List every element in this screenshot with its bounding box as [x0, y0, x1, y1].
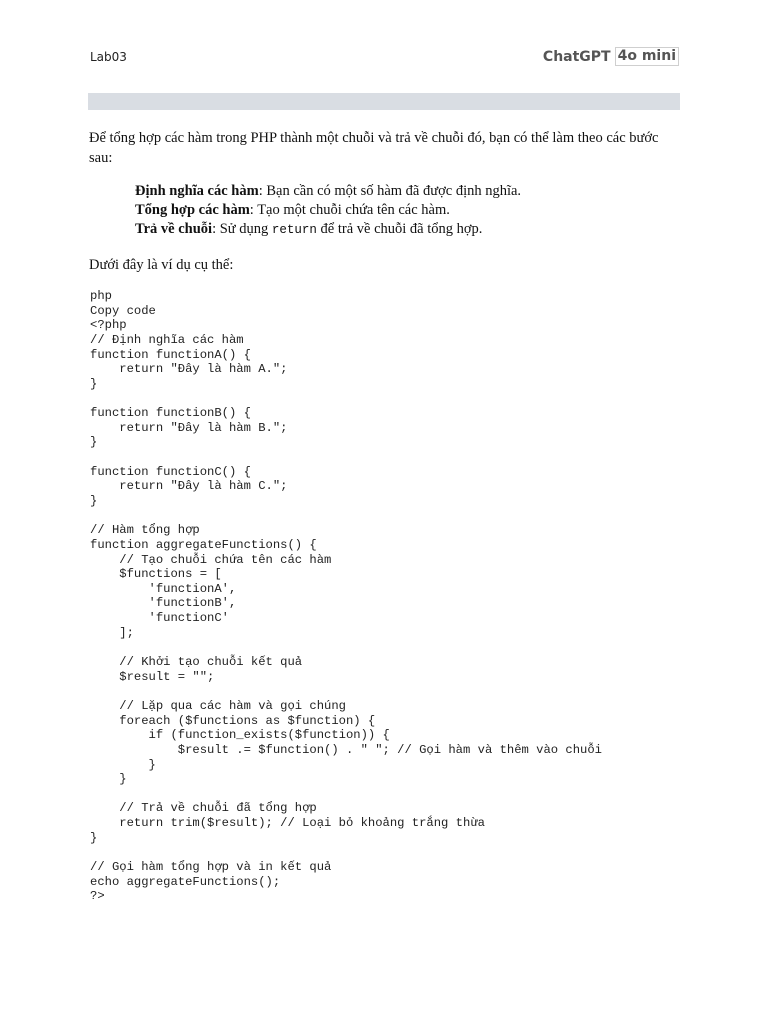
code-line [90, 845, 602, 860]
step-text: : Bạn cần có một số hàm đã được định nghĩa. [258, 183, 522, 199]
steps-list [135, 182, 680, 240]
code-line: } [90, 435, 98, 450]
code-line [90, 509, 602, 524]
step-title: Tổng hợp các hàm [135, 202, 250, 218]
code-line: $result .= $function() . " "; // Gọi hàm và thêm vào chuỗi [90, 742, 602, 757]
code-line: 'functionB', [90, 596, 237, 611]
code-line: // Trả về chuỗi đã tổng hợp [90, 801, 317, 816]
brand-name: ChatGPT [542, 48, 611, 65]
step-title: Định nghĩa các hàm [135, 183, 259, 199]
code-line [90, 640, 602, 655]
divider-bar [88, 93, 680, 110]
code-line [90, 450, 602, 465]
copy-code-label: Copy code [90, 303, 156, 318]
step-item [135, 182, 680, 201]
code-line: // Gọi hàm tổng hợp và in kết quả [90, 859, 332, 874]
code-line: return "Đây là hàm C."; [90, 479, 288, 494]
model-badge: 4o mini [615, 47, 679, 66]
code-block [90, 289, 602, 904]
header-lab-label: Lab03 [90, 50, 127, 64]
code-line: return "Đây là hàm A."; [90, 362, 288, 377]
code-line: } [90, 830, 98, 845]
code-line: return "Đây là hàm B."; [90, 420, 288, 435]
code-line [90, 391, 602, 406]
step-item [135, 220, 680, 240]
code-line: 'functionC' [90, 611, 229, 626]
code-language-label: php [90, 289, 112, 303]
code-line: return trim($result); // Loại bỏ khoảng trắng thừa [90, 816, 485, 831]
step-item [135, 201, 680, 220]
code-line: // Khởi tạo chuỗi kết quả [90, 655, 303, 670]
code-line: foreach ($functions as $function) { [90, 713, 376, 728]
code-line: } [90, 772, 127, 787]
code-line [90, 684, 602, 699]
code-line: } [90, 376, 98, 391]
code-line: // Hàm tổng hợp [90, 523, 200, 538]
step-text: : Sử dụng [212, 221, 272, 237]
code-line: function functionC() { [90, 464, 251, 479]
step-text-after: để trả về chuỗi đã tổng hợp. [316, 221, 483, 237]
code-line: $result = ""; [90, 669, 215, 684]
step-title: Trả về chuỗi [135, 221, 213, 237]
code-line: function aggregateFunctions() { [90, 537, 317, 552]
code-line: function functionB() { [90, 406, 251, 421]
code-line: } [90, 493, 98, 508]
code-line: 'functionA', [90, 581, 237, 596]
code-line: // Lặp qua các hàm và gọi chúng [90, 698, 346, 713]
code-line: $functions = [ [90, 567, 222, 582]
code-line: // Định nghĩa các hàm [90, 332, 244, 347]
code-line: <?php [90, 318, 127, 333]
example-intro: Dưới đây là ví dụ cụ thể: [89, 257, 234, 273]
code-line: echo aggregateFunctions(); [90, 874, 281, 889]
code-line: // Tạo chuỗi chứa tên các hàm [90, 552, 332, 567]
code-line: ]; [90, 625, 134, 640]
step-text: : Tạo một chuỗi chứa tên các hàm. [249, 202, 450, 218]
header-brand [543, 47, 679, 66]
intro-paragraph: Để tổng hợp các hàm trong PHP thành một chuỗi và trả về chuỗi đó, bạn có thể làm theo các bước sau: [89, 130, 659, 166]
code-line: ?> [90, 889, 105, 904]
code-line [90, 787, 602, 802]
step-inline-code: return [271, 223, 317, 237]
code-line: if (function_exists($function)) { [90, 728, 390, 743]
code-line: } [90, 757, 156, 772]
code-line: function functionA() { [90, 347, 251, 362]
